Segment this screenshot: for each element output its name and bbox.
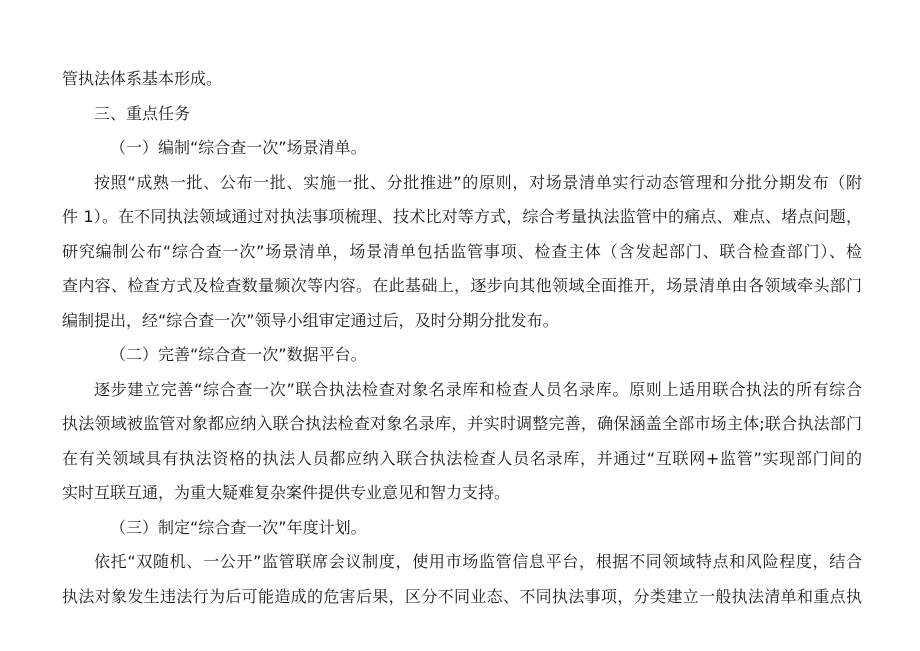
section-heading: 三、重点任务 bbox=[94, 103, 191, 123]
document-page bbox=[62, 62, 862, 614]
paragraph-line: 逐步建立完善“综合查一次”联合执法检查对象名录库和检查人员名录库。原则上适用联合执法的所有综合 bbox=[94, 379, 862, 399]
subsection-heading: （二）完善“综合查一次”数据平台。 bbox=[110, 345, 367, 364]
paragraph-line: 研究编制公布“综合查一次”场景清单，场景清单包括监管事项、检查主体（含发起部门、联合检查部门）、检 bbox=[62, 241, 862, 261]
subsection-heading: （一）编制“综合查一次”场景清单。 bbox=[110, 138, 367, 157]
paragraph-line: 按照“成熟一批、公布一批、实施一批、分批推进”的原则，对场景清单实行动态管理和分批分期发布（附 bbox=[94, 172, 862, 192]
paragraph-line: 编制提出，经“综合查一次”领导小组审定通过后，及时分期分批发布。 bbox=[62, 310, 559, 330]
paragraph-line: 实时互联互通，为重大疑难复杂案件提供专业意见和智力支持。 bbox=[62, 483, 511, 502]
subsection-heading: （三）制定“综合查一次”年度计划。 bbox=[110, 517, 367, 537]
paragraph-line: 件 1）。在不同执法领域通过对执法事项梳理、技术比对等方式，综合考量执法监管中的痛点、难点、堵点问题， bbox=[62, 207, 862, 226]
paragraph-line: 执法对象发生违法行为后可能造成的危害后果，区分不同业态、不同执法事项，分类建立一般执法清单和重点执 bbox=[62, 586, 862, 606]
paragraph-line: 在有关领域具有执法资格的执法人员都应纳入联合执法检查人员名录库，并通过“互联网+监管”实现部门间的 bbox=[62, 448, 862, 468]
paragraph-line: 依托“双随机、一公开”监管联席会议制度，使用市场监管信息平台，根据不同领域特点和风险程度，结合 bbox=[94, 552, 862, 571]
paragraph-line: 管执法体系基本形成。 bbox=[62, 69, 223, 88]
paragraph-line: 执法领域被监管对象都应纳入联合执法检查对象名录库，并实时调整完善，确保涵盖全部市场主体;联合执法部门 bbox=[62, 414, 862, 433]
paragraph-line: 查内容、检查方式及检查数量频次等内容。在此基础上，逐步向其他领域全面推开，场景清单由各领域牵头部门 bbox=[62, 276, 862, 295]
